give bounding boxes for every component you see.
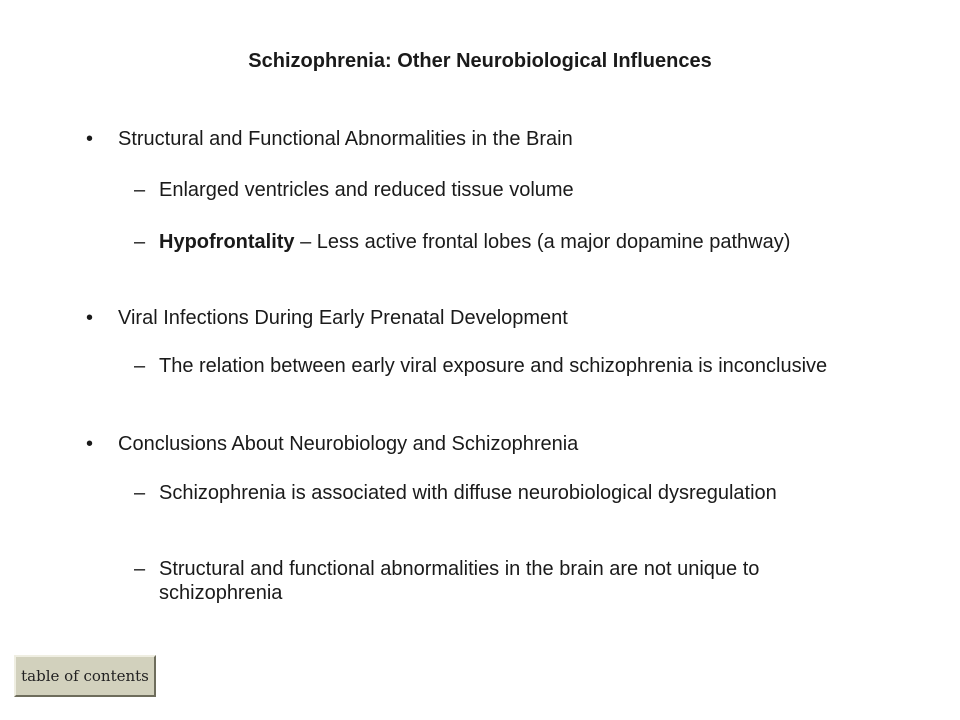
bullet-text: Viral Infections During Early Prenatal Development — [118, 307, 568, 329]
sub-bullet-body: Schizophrenia is associated with diffuse neurobiological dysregulation — [159, 482, 777, 504]
sub-bullet-body: Enlarged ventricles and reduced tissue volume — [159, 179, 574, 201]
sub-bullet-text — [159, 557, 854, 605]
bullet-mark: • — [86, 433, 94, 455]
bullet-item — [86, 432, 578, 456]
sub-bullet-item — [134, 178, 854, 202]
sub-bullet-text — [159, 230, 854, 254]
sub-bullet-body: Structural and functional abnormalities in the brain are not unique to schizophrenia — [159, 558, 760, 604]
sub-bullet-text — [159, 481, 854, 505]
dash-mark: – — [134, 179, 146, 201]
dash-mark: – — [134, 355, 146, 377]
dash-mark: – — [134, 482, 146, 504]
dash-mark: – — [134, 231, 146, 253]
sub-bullet-item — [134, 230, 854, 254]
bullet-mark: • — [86, 307, 94, 329]
bullet-item — [86, 306, 568, 330]
dash-mark: – — [134, 558, 146, 580]
sub-bullet-body: – Less active frontal lobes (a major dopamine pathway) — [294, 231, 791, 253]
sub-bullet-bold: Hypofrontality — [159, 231, 295, 253]
sub-bullet-text — [159, 178, 854, 202]
table-of-contents-button[interactable]: table of contents — [14, 655, 156, 697]
sub-bullet-item — [134, 481, 854, 505]
sub-bullet-text — [159, 354, 854, 378]
bullet-text: Structural and Functional Abnormalities in the Brain — [118, 128, 573, 150]
sub-bullet-item — [134, 354, 854, 378]
sub-bullet-body: The relation between early viral exposure and schizophrenia is inconclusive — [159, 355, 828, 377]
sub-bullet-item — [134, 557, 854, 605]
slide-title: Schizophrenia: Other Neurobiological Influences — [248, 50, 712, 72]
bullet-text: Conclusions About Neurobiology and Schizophrenia — [118, 433, 579, 455]
bullet-item — [86, 127, 573, 151]
bullet-mark: • — [86, 128, 94, 150]
